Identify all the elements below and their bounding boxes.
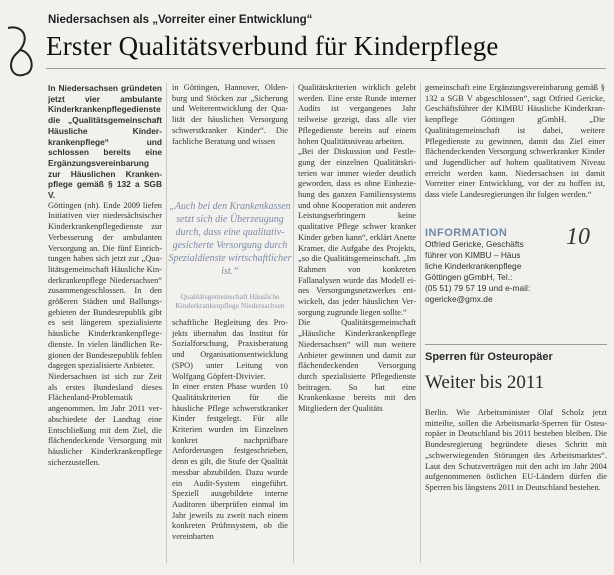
side-body: Berlin. Wie Arbeitsminister Olaf Scholz jetzt mitteilte, sollen die Arbeitsmarkt-Sperren für Osteuropäer in Deutschland bis 2011 bestehen bleiben. Die Bundesregierung begründete dieses Schritt mit „schwerwiegenden Störungen des Arbeitsmarktes“. Laut den Schutzverträgen mit den acht im Jahr 2004 aufgenommenen östlichen EU-Ländern dürfen die Sperren bis längstens 2011 in Deutschland bestehen. [425,408,607,492]
article-paragraph: schaftliche Begleitung des Projekts übernahm das Institut für Sozialforschung, Praxisberatung und Organisationsentwicklung (SPO) unter Leitung von Wolfgang Göpfert-Divivier. [172,318,288,381]
article-headline: Erster Qualitätsverbund für Kinderpflege [46,31,499,61]
headline-divider [46,68,606,69]
side-divider [425,344,607,345]
article-paragraph: In einer ersten Phase wurden 10 Qualitätskriterien für die häusliche Pflege schwerstkranker Kinder festgelegt. Für alle Kriterien wurden im Einzelnen konkret nachprüfbare Anforderungen festgeschrieben, denn es gilt, die Stufe der Qualität messbar abzubilden. Dazu wurde ein Audit-System eingeführt. Speziell ausgebildete interne Auditoren überprüfen einmal im Jahr jeweils zu zweit nach einem konkreten Prüfmsystem, ob die vereinbarten [172,382,288,542]
info-line: (05 51) 79 57 19 und e-mail: [425,283,531,293]
handwritten-mark-icon [2,22,42,82]
info-box [425,228,605,305]
info-line: führer von KIMBU – Häus [425,250,521,260]
article-column-3 [298,83,416,415]
side-headline: Weiter bis 2011 [425,372,545,393]
pull-quote-source: Qualitätsgemeinschaft Häusliche Kinderkrankenpflege Niedersachsen [175,292,285,310]
info-line: Otfried Gericke, Geschäfts [425,239,524,249]
article-column-4 [425,83,605,201]
column-divider [420,83,421,563]
article-paragraph: Die Qualitätsgemeinschaft „Häusliche Kinderkrankenpflege Niedersachsen“ will nun weitere Anbieter gewinnen und damit zur flächendeckenden Versorgung durch spezialisierte Pflegedienste beitragen. So hat eine Krankenkasse bereits mit den Mitgliedern der Qualitäts [298,318,416,414]
column-divider [293,83,294,563]
article-paragraph: Niedersachsen ist sich zur Zeit als erstes Bundesland dieses Flächenland-Problematik angenommen. Im Jahr 2011 verabschiedete der Landtag eine Entschließung mit dem Ziel, die flächendeckende Versorgung mit häuslicher Kinderkrankenpflege sicherzustellen. [48,371,162,467]
info-title: INFORMATION [425,227,508,239]
pull-quote: „Auch bei den Krankenkassen setzt sich die Überzeugung durch, dass eine qualitativgesicherte Versorgung durch Spezialdienste wirtschaftlicher ist.“ [168,201,292,277]
article-paragraph: „Bei der Diskussion und Festlegung der einzelnen Qualitätskriterien war immer wieder deutlich geworden, dass es ohne Einbeziehung des ganzen Familiensystems und ohne Kooperation mit anderen Leistungserbringern keine qualitative Pflege schwer kranker Kinder geben kann“, erklärt Anette Kramer, die Aufgabe des Projekts, „so die Qualitätsgemeinschaft. „Im Rahmen von konkreten Fallanalysen wurde das Modell eines Versorgungsnetzwerkes entwickelt, das jeder häuslichen Versorgung zugrunde liegen sollte.“ [298,147,416,317]
article-column-2-bottom [172,318,288,543]
article-column-2-top [172,83,288,193]
info-line: Göttingen gGmbH, Tel.: [425,272,513,282]
article-paragraph: gemeinschaft eine Ergänzungsvereinbarung gemäß § 132 a SGB V abgeschlossen“, sagt Otfried Gericke, Geschäftsführer der KIMBU Häusliche Kinderkrankenpflege Göttingen gGmbH. „Die Qualitätsgemeinschaft ist dabei, weitere Pflegedienste zu gewinnen, damit das Ziel einer flächendeckenden Versorgung schwerkranker Kinder und Jugendlicher auf hohem qualitativem Niveau erreicht werden kann. Niedersachsen ist damit Vorreiter einer Entwicklung, vor der zu hoffen ist, dass viele Landesregierungen ihr folgen werden.“ [425,83,605,200]
article-paragraph: Göttingen (nh). Ende 2009 liefen Initiativen vier niedersächsischer Kinderkrankenpflegedienste zur Verbesserung der ambulanten Versorgung an. Die fünf Einrichtungen haben sich jetzt zur „Qualitätsgemeinschaft Häusliche Kinderkrankenpflege Niedersachsen“ zusammengeschlossen. In den größeren Städten und Ballungsgebieten der Bundesrepublik gibt es seit längerem spezialisierte häusliche Kinderkrankenpflegedienste. In vielen ländlichen Regionen der Bundesrepublik fehlen dagegen spezialisierte Anbieter. [48,200,162,371]
column-divider [166,83,167,563]
info-line: liche Kinderkrankenpflege [425,261,522,271]
article-lead: In Niedersachsen gründeten jetzt vier ambulante Kinderkrankenpflegedienste die „Qualitätsgemeinschaft Häusliche Kinderkrankenpflege“ und schlossen bereits eine Ergänzungsvereinbarung zur Häuslichen Krankenpflege gemäß § 132 a SGB V. [48,83,162,201]
page-number: 10 [566,224,590,250]
side-kicker: Sperren für Osteuropäer [425,351,553,363]
article-paragraph: Qualitätskriterien wirklich gelebt werden. Eine erste Runde interner Audits ist vergangenes Jahr teilweise gezeigt, dass alle vier Pflegedienste bereits auf einem hohen Qualitätsniveau arbeiten. [298,83,416,146]
info-line: ogericke@gmx.de [425,294,493,304]
article-paragraph: in Göttingen, Hannover, Oldenburg und Stöcken zur „Sicherung und Weiterentwicklung der Qualität der häuslichen Versorgung schwerstkranker Kinder“. Die fachliche Beratung und wissen [172,83,288,146]
article-column-1 [48,83,162,468]
article-kicker: Niedersachsen als „Vorreiter einer Entwicklung“ [48,14,313,26]
